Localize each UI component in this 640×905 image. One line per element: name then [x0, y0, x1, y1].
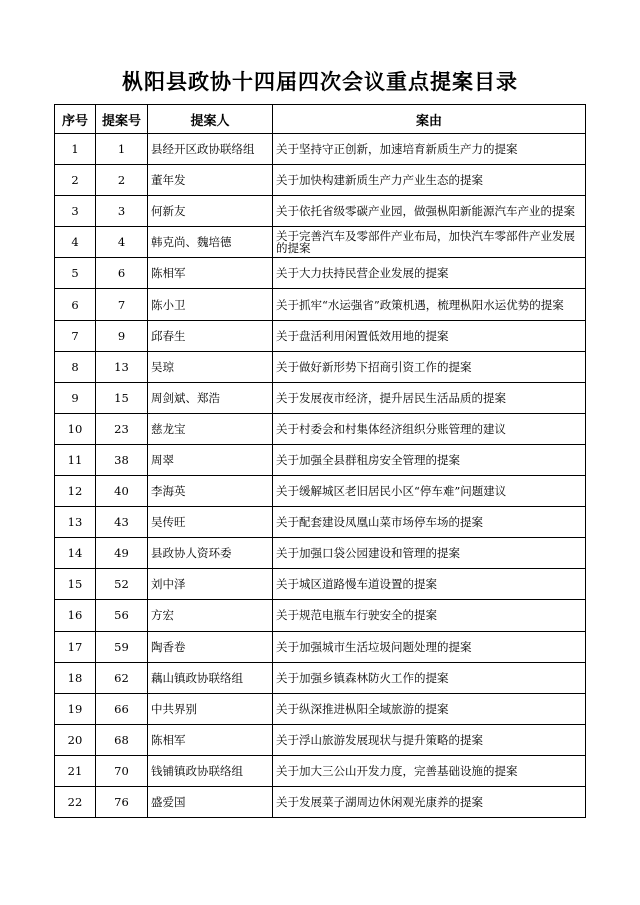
row-proposal-no: 52	[96, 569, 148, 600]
row-proposer: 吴琼	[148, 351, 273, 382]
row-subject: 关于加大三公山开发力度，完善基础设施的提案	[273, 755, 586, 786]
row-subject: 关于大力扶持民营企业发展的提案	[273, 258, 586, 289]
row-subject: 关于缓解城区老旧居民小区“停车难”问题建议	[273, 476, 586, 507]
table-row	[55, 382, 586, 413]
row-subject: 关于加强口袋公园建设和管理的提案	[273, 538, 586, 569]
row-proposal-no: 1	[96, 134, 148, 165]
row-proposer: 周剑斌、郑浩	[148, 382, 273, 413]
proposal-table	[54, 104, 586, 818]
row-proposer: 李海英	[148, 476, 273, 507]
row-proposal-no: 43	[96, 507, 148, 538]
row-seq: 12	[55, 476, 96, 507]
row-proposer: 县经开区政协联络组	[148, 134, 273, 165]
row-seq: 17	[55, 631, 96, 662]
table-row	[55, 507, 586, 538]
row-proposal-no: 9	[96, 320, 148, 351]
row-proposer: 陈相军	[148, 724, 273, 755]
row-proposal-no: 7	[96, 289, 148, 320]
table-row	[55, 134, 586, 165]
row-seq: 5	[55, 258, 96, 289]
table-row	[55, 662, 586, 693]
row-subject: 关于盘活利用闲置低效用地的提案	[273, 320, 586, 351]
row-subject: 关于抓牢“水运强省”政策机遇，梳理枞阳水运优势的提案	[273, 289, 586, 320]
row-proposer: 陈相军	[148, 258, 273, 289]
table-row	[55, 165, 586, 196]
row-subject: 关于做好新形势下招商引资工作的提案	[273, 351, 586, 382]
header-subject: 案由	[273, 105, 586, 134]
row-subject: 关于加强城市生活垃圾问题处理的提案	[273, 631, 586, 662]
row-proposal-no: 2	[96, 165, 148, 196]
row-proposal-no: 15	[96, 382, 148, 413]
table-row	[55, 631, 586, 662]
row-seq: 14	[55, 538, 96, 569]
table-row	[55, 600, 586, 631]
row-subject: 关于纵深推进枞阳全域旅游的提案	[273, 693, 586, 724]
table-row	[55, 227, 586, 258]
table-row	[55, 258, 586, 289]
row-seq: 6	[55, 289, 96, 320]
table-row	[55, 289, 586, 320]
table-row	[55, 724, 586, 755]
row-seq: 4	[55, 227, 96, 258]
row-proposal-no: 3	[96, 196, 148, 227]
table-row	[55, 351, 586, 382]
row-proposer: 方宏	[148, 600, 273, 631]
row-proposer: 周翠	[148, 444, 273, 475]
row-seq: 20	[55, 724, 96, 755]
row-seq: 10	[55, 413, 96, 444]
row-proposer: 盛爱国	[148, 786, 273, 817]
row-proposer: 韩克尚、魏培德	[148, 227, 273, 258]
table-row	[55, 320, 586, 351]
row-proposer: 董年发	[148, 165, 273, 196]
row-proposer: 邱春生	[148, 320, 273, 351]
row-proposer: 吴传旺	[148, 507, 273, 538]
row-proposal-no: 59	[96, 631, 148, 662]
row-subject: 关于加快构建新质生产力产业生态的提案	[273, 165, 586, 196]
row-proposal-no: 76	[96, 786, 148, 817]
row-seq: 16	[55, 600, 96, 631]
row-seq: 18	[55, 662, 96, 693]
row-proposal-no: 56	[96, 600, 148, 631]
header-seq: 序号	[55, 105, 96, 134]
row-proposer: 县政协人资环委	[148, 538, 273, 569]
row-subject: 关于村委会和村集体经济组织分账管理的建议	[273, 413, 586, 444]
row-subject: 关于发展菜子湖周边休闲观光康养的提案	[273, 786, 586, 817]
row-proposal-no: 13	[96, 351, 148, 382]
table-row	[55, 444, 586, 475]
row-proposer: 钱铺镇政协联络组	[148, 755, 273, 786]
row-subject: 关于加强乡镇森林防火工作的提案	[273, 662, 586, 693]
row-seq: 15	[55, 569, 96, 600]
row-seq: 19	[55, 693, 96, 724]
row-proposal-no: 70	[96, 755, 148, 786]
row-subject: 关于规范电瓶车行驶安全的提案	[273, 600, 586, 631]
table-row	[55, 569, 586, 600]
row-seq: 21	[55, 755, 96, 786]
row-subject: 关于坚持守正创新，加速培育新质生产力的提案	[273, 134, 586, 165]
table-header-row	[55, 105, 586, 134]
row-subject: 关于城区道路慢车道设置的提案	[273, 569, 586, 600]
row-proposal-no: 6	[96, 258, 148, 289]
table-row	[55, 755, 586, 786]
header-proposal-no: 提案号	[96, 105, 148, 134]
table-row	[55, 413, 586, 444]
page-title: 枞阳县政协十四届四次会议重点提案目录	[122, 70, 518, 94]
row-proposer: 陶香卷	[148, 631, 273, 662]
row-proposer: 藕山镇政协联络组	[148, 662, 273, 693]
header-proposer: 提案人	[148, 105, 273, 134]
row-subject: 关于加强全县群租房安全管理的提案	[273, 444, 586, 475]
row-seq: 3	[55, 196, 96, 227]
row-proposal-no: 38	[96, 444, 148, 475]
row-proposer: 中共界别	[148, 693, 273, 724]
row-proposal-no: 68	[96, 724, 148, 755]
row-subject: 关于浮山旅游发展现状与提升策略的提案	[273, 724, 586, 755]
table-row	[55, 786, 586, 817]
row-proposal-no: 62	[96, 662, 148, 693]
table-row	[55, 693, 586, 724]
table-row	[55, 538, 586, 569]
row-subject: 关于配套建设凤凰山菜市场停车场的提案	[273, 507, 586, 538]
row-proposer: 陈小卫	[148, 289, 273, 320]
row-seq: 2	[55, 165, 96, 196]
row-seq: 9	[55, 382, 96, 413]
table-row	[55, 476, 586, 507]
row-proposal-no: 40	[96, 476, 148, 507]
row-seq: 11	[55, 444, 96, 475]
row-proposer: 慈龙宝	[148, 413, 273, 444]
row-seq: 8	[55, 351, 96, 382]
row-seq: 13	[55, 507, 96, 538]
row-proposal-no: 66	[96, 693, 148, 724]
table-row	[55, 196, 586, 227]
row-seq: 7	[55, 320, 96, 351]
row-proposer: 何新友	[148, 196, 273, 227]
row-subject: 关于依托省级零碳产业园，做强枞阳新能源汽车产业的提案	[273, 196, 586, 227]
row-proposal-no: 4	[96, 227, 148, 258]
row-seq: 22	[55, 786, 96, 817]
row-proposal-no: 23	[96, 413, 148, 444]
row-subject: 关于完善汽车及零部件产业布局，加快汽车零部件产业发展的提案	[273, 227, 586, 258]
row-proposer: 刘中泽	[148, 569, 273, 600]
row-proposal-no: 49	[96, 538, 148, 569]
row-seq: 1	[55, 134, 96, 165]
row-subject: 关于发展夜市经济，提升居民生活品质的提案	[273, 382, 586, 413]
